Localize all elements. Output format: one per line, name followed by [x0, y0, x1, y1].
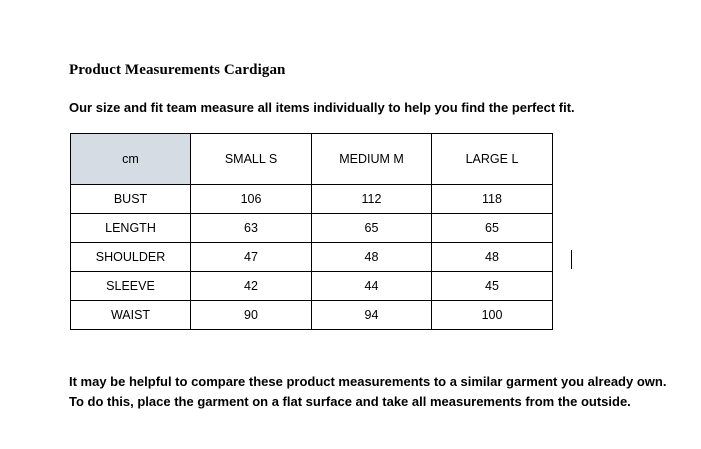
footnote-line-1: It may be helpful to compare these product measurements to a similar garment you already own. [69, 374, 667, 389]
table-header-row [71, 134, 553, 185]
cell-waist-medium: 94 [312, 301, 432, 330]
table-row [71, 272, 553, 301]
row-label-waist: WAIST [71, 301, 191, 330]
cell-shoulder-small: 47 [191, 243, 312, 272]
cell-shoulder-large: 48 [432, 243, 553, 272]
table-header [71, 134, 553, 185]
cell-waist-large: 100 [432, 301, 553, 330]
footnote-line-2: To do this, place the garment on a flat surface and take all measurements from the outside. [69, 394, 631, 409]
measurements-table [70, 133, 553, 330]
cell-sleeve-large: 45 [432, 272, 553, 301]
table-row [71, 243, 553, 272]
text-cursor [571, 250, 572, 269]
cell-bust-large: 118 [432, 185, 553, 214]
table-header-small: SMALL S [191, 134, 312, 185]
table-body [71, 185, 553, 330]
cell-bust-medium: 112 [312, 185, 432, 214]
cell-waist-small: 90 [191, 301, 312, 330]
page-title: Product Measurements Cardigan [69, 62, 286, 78]
cell-length-large: 65 [432, 214, 553, 243]
cell-length-small: 63 [191, 214, 312, 243]
table-row [71, 214, 553, 243]
table-row [71, 185, 553, 214]
row-label-bust: BUST [71, 185, 191, 214]
table-header-large: LARGE L [432, 134, 553, 185]
table-row [71, 301, 553, 330]
table-header-unit: cm [71, 134, 191, 185]
cell-sleeve-small: 42 [191, 272, 312, 301]
footnote [69, 372, 669, 412]
cell-sleeve-medium: 44 [312, 272, 432, 301]
cell-length-medium: 65 [312, 214, 432, 243]
table-header-medium: MEDIUM M [312, 134, 432, 185]
cell-shoulder-medium: 48 [312, 243, 432, 272]
row-label-sleeve: SLEEVE [71, 272, 191, 301]
intro-paragraph: Our size and fit team measure all items individually to help you find the perfect fit. [69, 100, 575, 115]
cell-bust-small: 106 [191, 185, 312, 214]
row-label-length: LENGTH [71, 214, 191, 243]
row-label-shoulder: SHOULDER [71, 243, 191, 272]
